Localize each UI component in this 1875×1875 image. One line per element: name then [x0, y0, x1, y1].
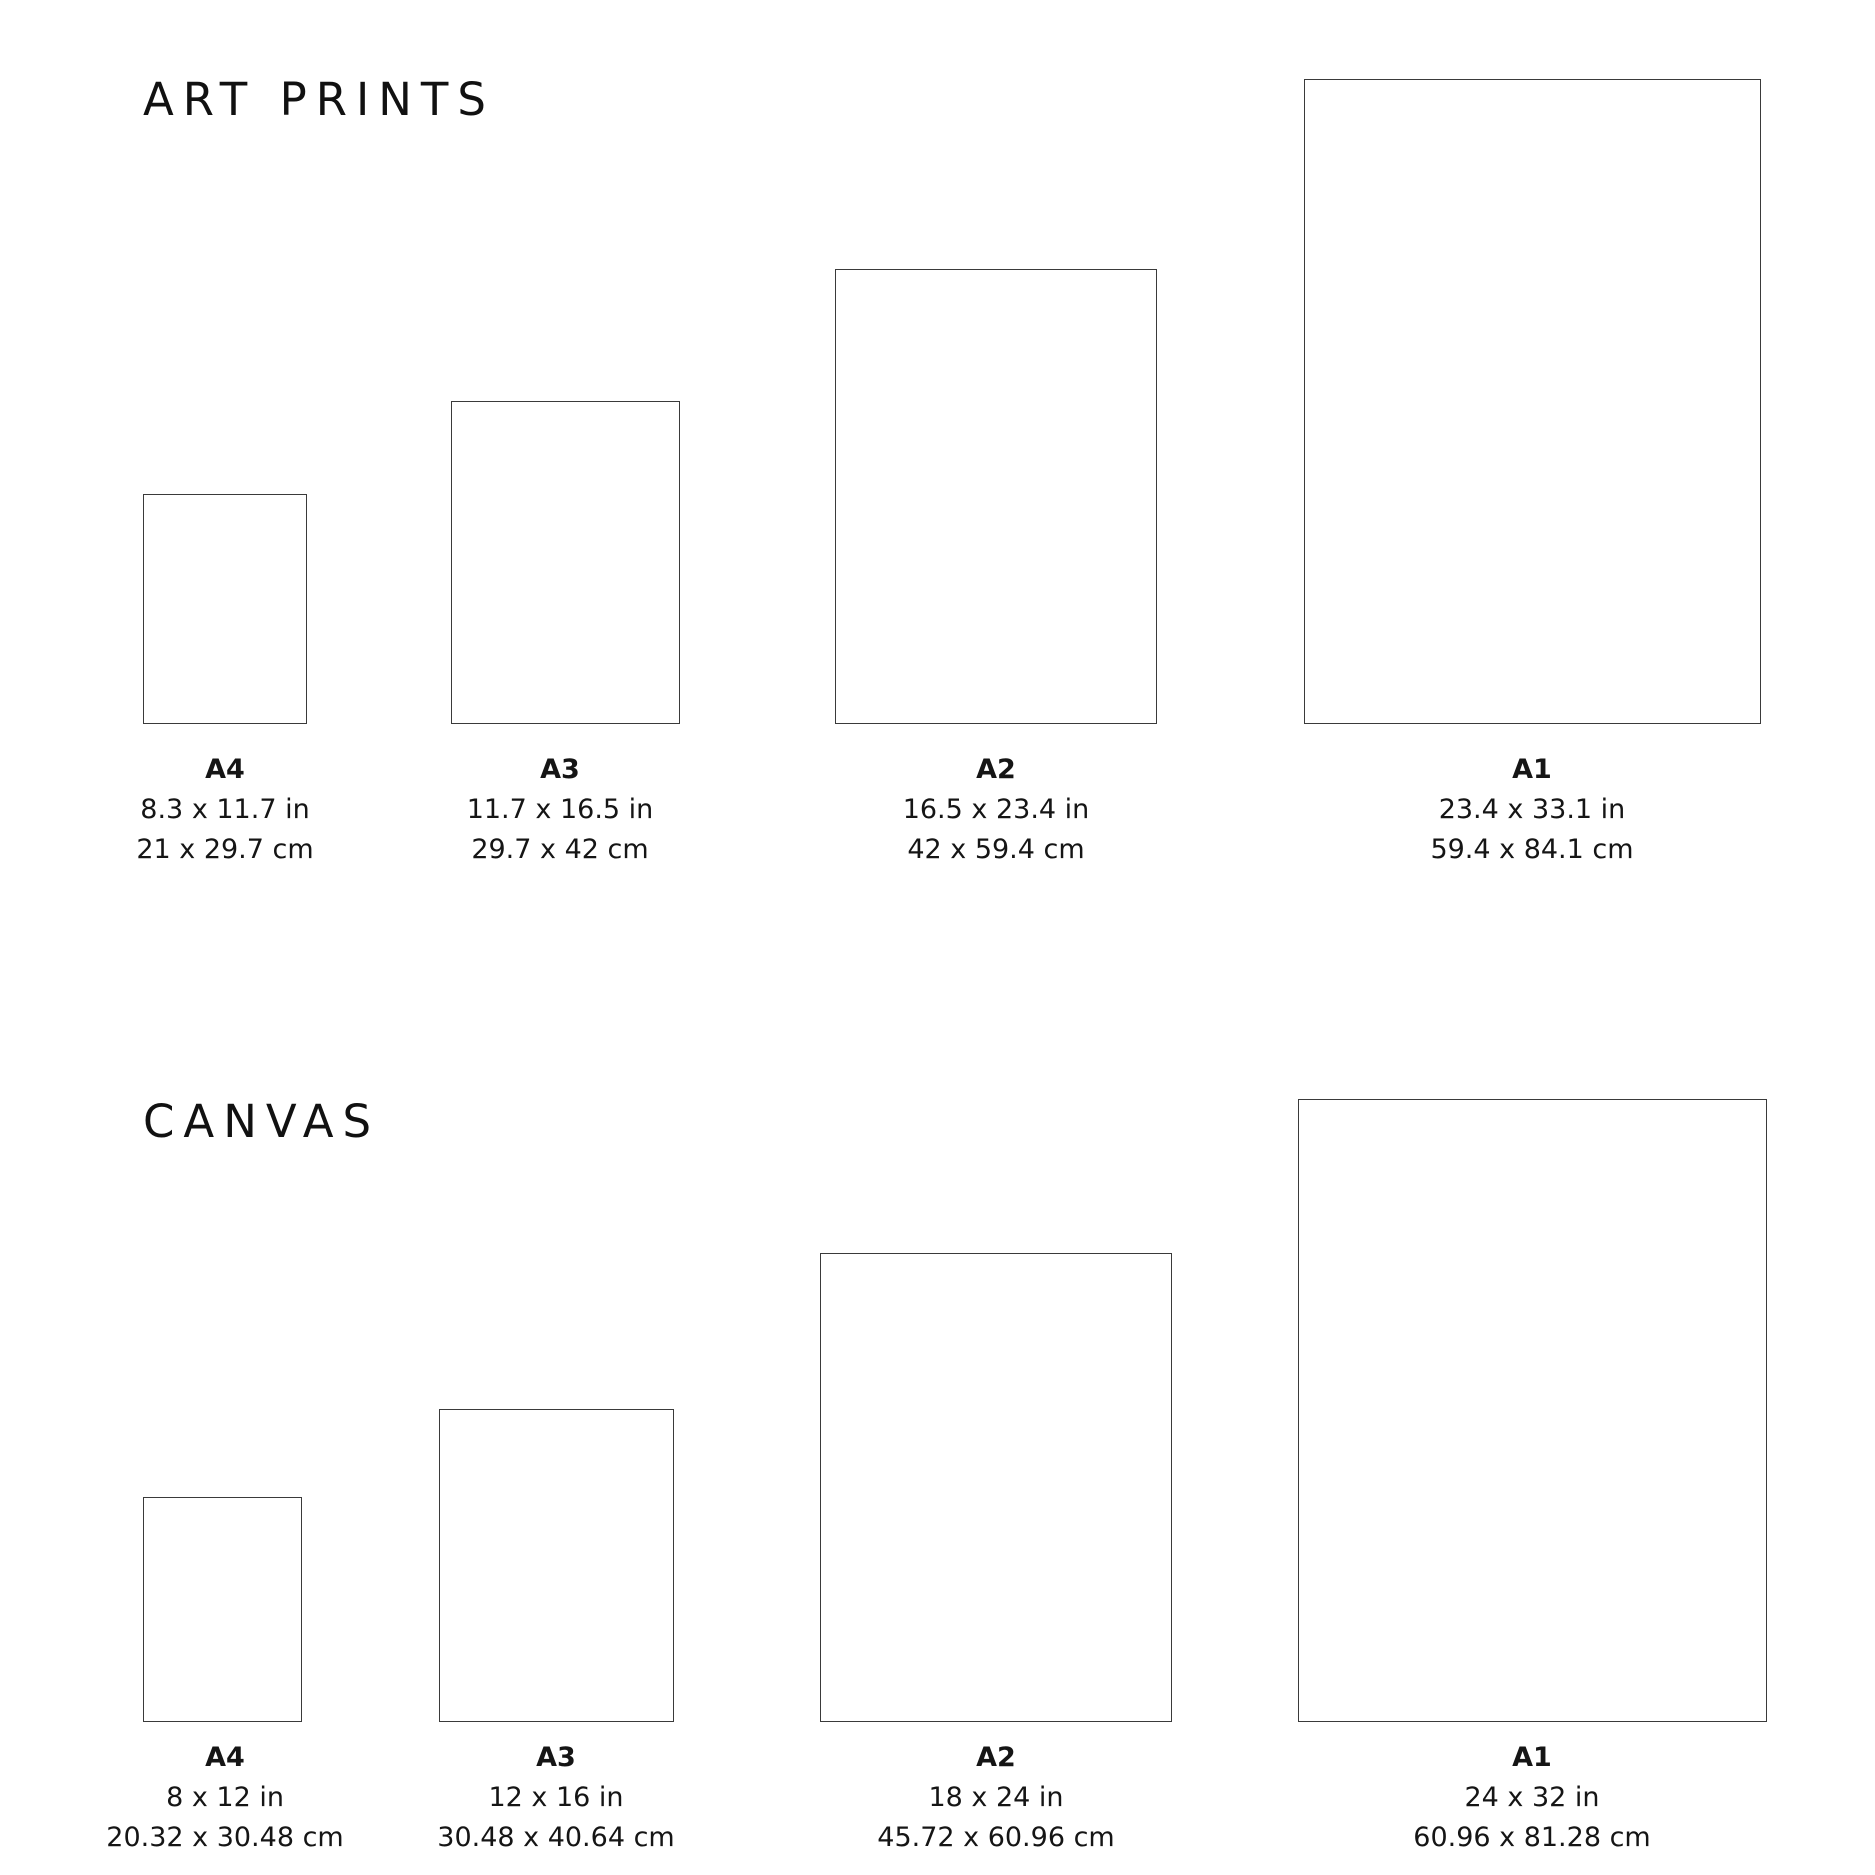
- canvas-a3-label: [406, 1738, 706, 1858]
- size-name: A1: [1512, 754, 1552, 785]
- canvas-a4-box: [143, 1497, 302, 1722]
- art-print-a3-box: [451, 401, 680, 724]
- size-name: A4: [205, 754, 245, 785]
- size-cm: 59.4 x 84.1 cm: [1430, 834, 1634, 865]
- size-cm: 20.32 x 30.48 cm: [106, 1822, 344, 1853]
- size-name: A3: [536, 1742, 576, 1773]
- size-cm: 21 x 29.7 cm: [136, 834, 314, 865]
- size-inches: 8.3 x 11.7 in: [140, 794, 310, 825]
- art-print-a1-box: [1304, 79, 1761, 724]
- size-cm: 30.48 x 40.64 cm: [437, 1822, 675, 1853]
- art-print-a4-box: [143, 494, 307, 724]
- size-inches: 8 x 12 in: [166, 1782, 284, 1813]
- size-cm: 42 x 59.4 cm: [907, 834, 1085, 865]
- size-inches: 16.5 x 23.4 in: [902, 794, 1090, 825]
- size-inches: 11.7 x 16.5 in: [466, 794, 654, 825]
- canvas-a4-label: [75, 1738, 375, 1858]
- size-name: A1: [1512, 1742, 1552, 1773]
- art-print-a3-label: [410, 750, 710, 870]
- size-name: A2: [976, 754, 1016, 785]
- size-name: A3: [540, 754, 580, 785]
- canvas-a3-box: [439, 1409, 674, 1722]
- size-cm: 45.72 x 60.96 cm: [877, 1822, 1115, 1853]
- size-cm: 60.96 x 81.28 cm: [1413, 1822, 1651, 1853]
- art-print-a2-label: [846, 750, 1146, 870]
- canvas-title: CANVAS: [143, 1095, 381, 1148]
- art-print-a4-label: [75, 750, 375, 870]
- size-name: A4: [205, 1742, 245, 1773]
- size-inches: 23.4 x 33.1 in: [1438, 794, 1626, 825]
- size-inches: 18 x 24 in: [928, 1782, 1064, 1813]
- size-cm: 29.7 x 42 cm: [471, 834, 649, 865]
- canvas-a2-label: [846, 1738, 1146, 1858]
- size-inches: 24 x 32 in: [1464, 1782, 1600, 1813]
- canvas-a2-box: [820, 1253, 1172, 1722]
- canvas-a1-box: [1298, 1099, 1767, 1722]
- art-print-a1-label: [1382, 750, 1682, 870]
- canvas-a1-label: [1382, 1738, 1682, 1858]
- size-name: A2: [976, 1742, 1016, 1773]
- art-prints-title: ART PRINTS: [143, 73, 495, 126]
- size-inches: 12 x 16 in: [488, 1782, 624, 1813]
- art-print-a2-box: [835, 269, 1157, 724]
